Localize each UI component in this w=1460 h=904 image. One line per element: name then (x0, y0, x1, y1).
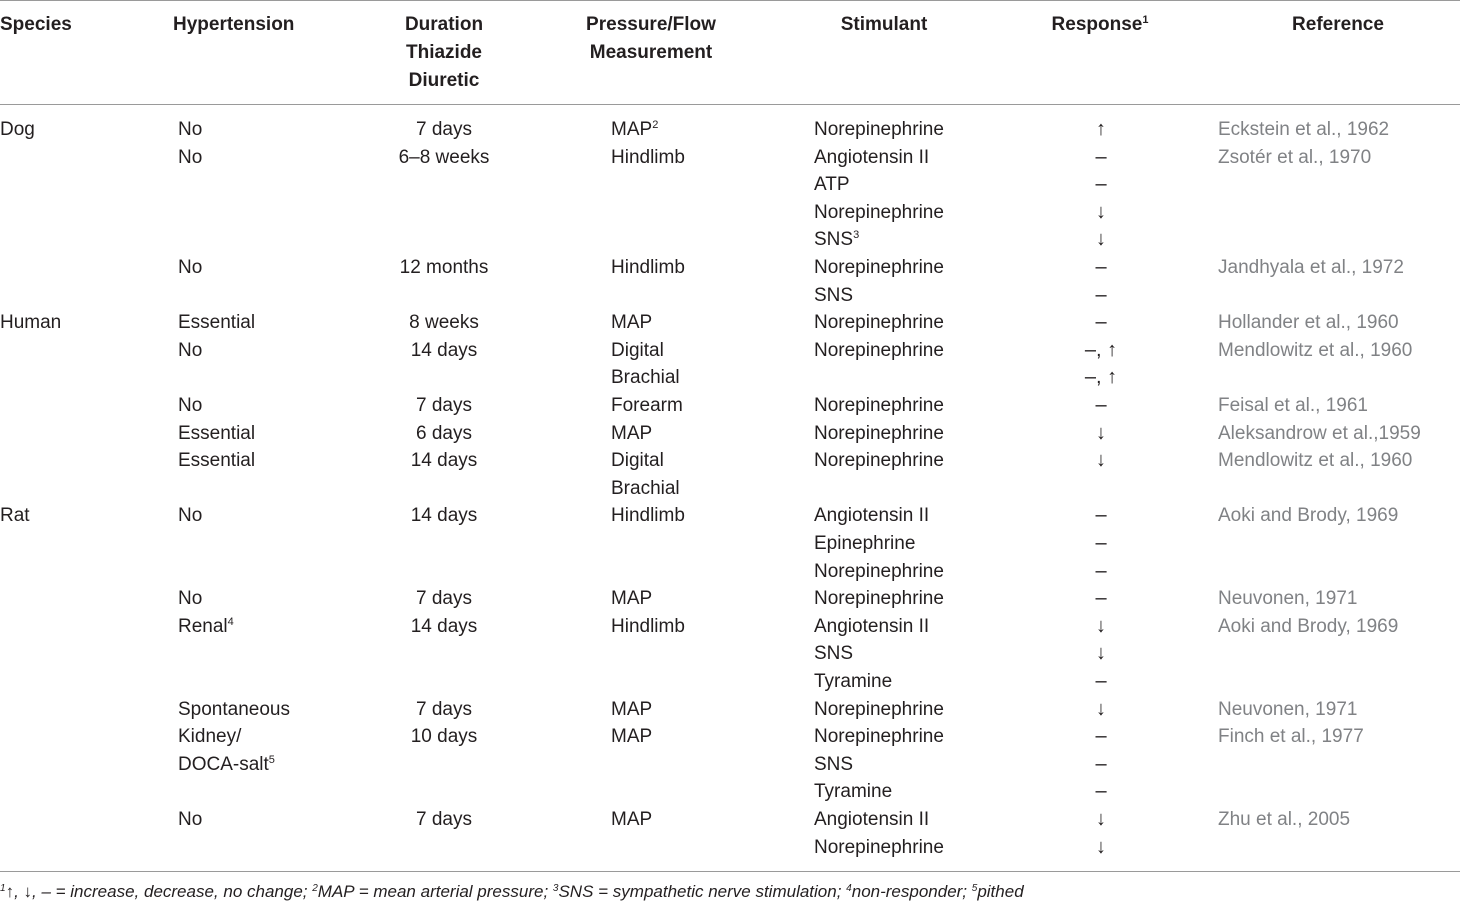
cell-duration (416, 696, 472, 723)
cell-response-text: – (1095, 725, 1107, 747)
cell-hypertension (178, 751, 275, 778)
cell-stimulant (814, 751, 853, 778)
cell-response-text: ↑ (1096, 118, 1106, 140)
cell-duration-text: 14 days (410, 340, 478, 361)
cell-measurement-text: Forearm (611, 395, 683, 416)
table-bottom-rule (0, 871, 1460, 872)
cell-hypertension-text: Kidney/ (178, 726, 242, 747)
cell-stimulant-text: Norepinephrine (814, 119, 944, 140)
cell-hypertension (178, 696, 290, 723)
cell-response-text: ↓ (1096, 642, 1106, 664)
cell-stimulant (814, 116, 944, 143)
header-measurement-line-2: Measurement (589, 42, 713, 63)
footnote-text-5: pithed (977, 882, 1024, 901)
cell-duration (416, 116, 472, 143)
cell-response (1095, 751, 1106, 778)
cell-response-text: – (1095, 284, 1107, 306)
cell-response-text: –, ↑ (1084, 366, 1118, 388)
header-species: Species (0, 14, 72, 35)
cell-duration-text: 10 days (410, 726, 478, 747)
cell-measurement-text: MAP (611, 726, 653, 747)
cell-stimulant (814, 144, 929, 171)
cell-duration (416, 420, 472, 447)
cell-stimulant-text: Norepinephrine (814, 588, 944, 609)
cell-response (1095, 585, 1106, 612)
footnote-text-2: MAP = mean arterial pressure; (317, 882, 553, 901)
cell-reference-text: Aleksandrow et al.,1959 (1218, 423, 1421, 444)
cell-response-text: ↓ (1096, 615, 1106, 637)
cell-reference-text: Jandhyala et al., 1972 (1218, 257, 1404, 278)
cell-duration-text: 14 days (410, 616, 478, 637)
cell-reference (1218, 723, 1364, 750)
cell-reference (1218, 696, 1357, 723)
cell-stimulant-text: SNS (814, 229, 854, 250)
cell-stimulant (814, 226, 859, 253)
cell-measurement (611, 613, 685, 640)
cell-reference (1218, 420, 1421, 447)
cell-stimulant-text: Norepinephrine (814, 837, 944, 858)
cell-reference-text: Mendlowitz et al., 1960 (1218, 450, 1413, 471)
cell-stimulant (814, 420, 944, 447)
cell-measurement (611, 254, 685, 281)
cell-hypertension-text: No (178, 340, 203, 361)
cell-measurement (611, 696, 652, 723)
cell-duration (400, 254, 489, 281)
cell-response (1096, 447, 1106, 474)
cell-measurement (611, 447, 664, 474)
cell-duration (411, 613, 478, 640)
cell-measurement-text: MAP (611, 312, 653, 333)
footnote-text-1: ↑, ↓, – = increase, decrease, no change; (5, 882, 313, 901)
cell-hypertension (178, 392, 202, 419)
cell-response (1096, 116, 1106, 143)
footnote-mark-5: 5 (971, 883, 978, 894)
cell-reference (1218, 613, 1398, 640)
cell-reference (1218, 254, 1404, 281)
cell-response (1096, 834, 1106, 861)
cell-stimulant-text: Angiotensin II (814, 809, 930, 830)
cell-response (1095, 144, 1106, 171)
cell-reference-text: Aoki and Brody, 1969 (1218, 505, 1399, 526)
cell-response-text: – (1095, 560, 1107, 582)
header-reference: Reference (1292, 14, 1384, 35)
cell-stimulant (814, 254, 944, 281)
cell-hypertension-text: No (178, 588, 203, 609)
cell-response-text: ↓ (1096, 201, 1106, 223)
table-top-rule (0, 0, 1460, 1)
cell-stimulant-text: Angiotensin II (814, 147, 930, 168)
cell-response-text: – (1095, 311, 1107, 333)
cell-response (1096, 199, 1106, 226)
header-stimulant: Stimulant (840, 14, 928, 35)
cell-stimulant-text: Norepinephrine (814, 340, 944, 361)
cell-stimulant-text: Tyramine (814, 781, 893, 802)
cell-response-text: ↓ (1096, 422, 1106, 444)
cell-measurement-text: MAP (611, 809, 653, 830)
cell-hypertension (178, 806, 202, 833)
footnote-mark-3: 3 (552, 883, 559, 894)
cell-stimulant (814, 447, 944, 474)
cell-measurement (611, 392, 683, 419)
cell-measurement (611, 337, 664, 364)
cell-reference-text: Zsotér et al., 1970 (1218, 147, 1372, 168)
footnote-mark: 4 (227, 616, 234, 628)
cell-stimulant (814, 640, 853, 667)
cell-duration (416, 585, 472, 612)
cell-reference-text: Eckstein et al., 1962 (1218, 119, 1390, 140)
cell-duration (411, 723, 478, 750)
cell-species-text: Dog (0, 119, 35, 140)
cell-measurement (611, 502, 685, 529)
cell-duration (416, 806, 472, 833)
cell-hypertension-text: No (178, 119, 203, 140)
cell-stimulant (814, 668, 892, 695)
cell-response-text: – (1095, 504, 1107, 526)
cell-reference (1218, 502, 1398, 529)
cell-response (1096, 420, 1106, 447)
cell-response (1095, 502, 1106, 529)
cell-reference (1218, 116, 1389, 143)
cell-response (1095, 558, 1106, 585)
cell-response-text: –, ↑ (1084, 339, 1118, 361)
cell-stimulant (814, 171, 850, 198)
cell-stimulant-text: Norepinephrine (814, 726, 944, 747)
cell-measurement-text: Hindlimb (611, 616, 685, 637)
cell-response-text: ↓ (1096, 698, 1106, 720)
cell-response-text: – (1095, 256, 1107, 278)
cell-hypertension (178, 116, 202, 143)
cell-response (1095, 778, 1106, 805)
cell-stimulant-text: Epinephrine (814, 533, 916, 554)
cell-measurement-text: Hindlimb (611, 147, 685, 168)
cell-hypertension (178, 502, 202, 529)
cell-response (1096, 613, 1106, 640)
cell-species (0, 309, 61, 336)
cell-duration-text: 7 days (416, 699, 472, 720)
cell-measurement-text: Brachial (611, 478, 680, 499)
cell-duration (416, 392, 472, 419)
cell-measurement-text: MAP (611, 119, 653, 140)
header-duration (405, 11, 483, 95)
footnote-text-4: non-responder; (851, 882, 972, 901)
header-measurement (586, 11, 716, 67)
cell-response-text: ↓ (1096, 449, 1106, 471)
cell-hypertension (178, 723, 241, 750)
cell-stimulant (814, 502, 929, 529)
cell-hypertension-text: No (178, 257, 203, 278)
cell-reference-text: Neuvonen, 1971 (1218, 699, 1358, 720)
cell-stimulant-text: Angiotensin II (814, 616, 930, 637)
cell-stimulant-text: Angiotensin II (814, 505, 930, 526)
cell-response (1095, 530, 1106, 557)
footnote-mark: 5 (268, 754, 275, 766)
footnote-mark: 3 (853, 229, 860, 241)
cell-hypertension-text: Renal (178, 616, 228, 637)
cell-measurement (611, 723, 652, 750)
footnote-mark-1: 1 (0, 883, 6, 894)
cell-stimulant (814, 834, 944, 861)
cell-species (0, 116, 35, 143)
cell-response (1095, 392, 1106, 419)
cell-measurement-text: Brachial (611, 367, 680, 388)
cell-stimulant-text: Tyramine (814, 671, 893, 692)
header-duration-line-2: Thiazide (405, 42, 483, 63)
cell-response-text: ↓ (1096, 836, 1106, 858)
cell-reference (1218, 447, 1412, 474)
cell-reference-text: Finch et al., 1977 (1218, 726, 1364, 747)
cell-duration-text: 7 days (416, 809, 472, 830)
cell-species (0, 502, 30, 529)
cell-reference-text: Hollander et al., 1960 (1218, 312, 1399, 333)
cell-reference (1218, 337, 1412, 364)
cell-duration (411, 447, 478, 474)
cell-duration-text: 8 weeks (409, 312, 479, 333)
cell-reference (1218, 585, 1357, 612)
cell-duration-text: 14 days (410, 450, 478, 471)
cell-measurement (611, 116, 658, 143)
cell-stimulant-text: Norepinephrine (814, 395, 944, 416)
cell-stimulant-text: Norepinephrine (814, 257, 944, 278)
header-response (1052, 11, 1149, 39)
cell-duration (399, 144, 490, 171)
cell-response-text: – (1095, 146, 1107, 168)
cell-response (1095, 309, 1106, 336)
cell-response (1095, 282, 1106, 309)
cell-reference-text: Feisal et al., 1961 (1218, 395, 1368, 416)
cell-response (1085, 337, 1117, 364)
cell-stimulant (814, 723, 944, 750)
cell-measurement-text: Hindlimb (611, 257, 685, 278)
cell-stimulant (814, 309, 944, 336)
cell-stimulant (814, 558, 944, 585)
cell-duration-text: 7 days (416, 395, 472, 416)
cell-stimulant-text: Norepinephrine (814, 312, 944, 333)
cell-hypertension-text: DOCA-salt (178, 754, 269, 775)
cell-duration-text: 7 days (416, 588, 472, 609)
cell-duration (409, 309, 479, 336)
cell-stimulant-text: Norepinephrine (814, 423, 944, 444)
cell-hypertension-text: No (178, 395, 203, 416)
header-response-label: Response (1051, 14, 1143, 35)
cell-hypertension (178, 447, 255, 474)
cell-hypertension-text: No (178, 505, 203, 526)
header-bottom-rule (0, 104, 1460, 105)
cell-response-text: – (1095, 532, 1107, 554)
cell-reference (1218, 144, 1371, 171)
cell-duration (411, 337, 478, 364)
cell-duration (411, 502, 478, 529)
cell-stimulant (814, 199, 944, 226)
cell-measurement-text: MAP (611, 699, 653, 720)
cell-stimulant (814, 392, 944, 419)
cell-stimulant (814, 282, 853, 309)
cell-species-text: Human (0, 312, 62, 333)
cell-stimulant (814, 778, 892, 805)
cell-measurement (611, 309, 652, 336)
cell-hypertension (178, 254, 202, 281)
cell-stimulant-text: SNS (814, 285, 854, 306)
cell-reference-text: Mendlowitz et al., 1960 (1218, 340, 1413, 361)
cell-response-text: – (1095, 670, 1107, 692)
cell-stimulant-text: Norepinephrine (814, 202, 944, 223)
cell-duration-text: 14 days (410, 505, 478, 526)
footnote-mark-4: 4 (846, 883, 852, 894)
cell-stimulant (814, 613, 929, 640)
cell-hypertension (178, 613, 234, 640)
cell-reference (1218, 309, 1399, 336)
cell-stimulant-text: ATP (814, 174, 850, 195)
cell-stimulant-text: SNS (814, 643, 854, 664)
cell-duration-text: 12 months (399, 257, 489, 278)
cell-hypertension (178, 309, 255, 336)
cell-response-text: – (1095, 753, 1107, 775)
cell-stimulant (814, 585, 944, 612)
footnote-mark-2: 2 (312, 883, 318, 894)
cell-stimulant-text: Norepinephrine (814, 561, 944, 582)
cell-measurement (611, 806, 652, 833)
cell-hypertension (178, 420, 255, 447)
footnote-text-3: SNS = sympathetic nerve stimulation; (558, 882, 847, 901)
cell-response (1095, 171, 1106, 198)
cell-reference-text: Neuvonen, 1971 (1218, 588, 1358, 609)
cell-measurement-text: Hindlimb (611, 505, 685, 526)
header-measurement-line-1: Pressure/Flow (586, 14, 716, 35)
cell-duration-text: 7 days (416, 119, 472, 140)
cell-response-text: – (1095, 587, 1107, 609)
cell-reference (1218, 806, 1350, 833)
cell-hypertension-text: Essential (178, 450, 256, 471)
cell-hypertension-text: No (178, 809, 203, 830)
cell-stimulant-text: Norepinephrine (814, 450, 944, 471)
cell-duration-text: 6 days (416, 423, 472, 444)
cell-reference (1218, 392, 1368, 419)
cell-stimulant-text: SNS (814, 754, 854, 775)
cell-stimulant (814, 696, 944, 723)
cell-hypertension (178, 144, 202, 171)
cell-hypertension-text: Essential (178, 423, 256, 444)
cell-reference-text: Aoki and Brody, 1969 (1218, 616, 1399, 637)
cell-measurement (611, 585, 652, 612)
cell-hypertension (178, 585, 202, 612)
cell-response (1096, 806, 1106, 833)
header-response-footnote-mark: 1 (1142, 14, 1149, 26)
cell-response (1095, 668, 1106, 695)
cell-response (1096, 640, 1106, 667)
cell-hypertension-text: Spontaneous (178, 699, 290, 720)
cell-response-text: ↓ (1096, 808, 1106, 830)
cell-response-text: – (1095, 173, 1107, 195)
cell-response (1085, 364, 1117, 391)
cell-measurement (611, 144, 685, 171)
footnote-mark: 2 (652, 119, 659, 131)
cell-measurement (611, 420, 652, 447)
cell-response (1095, 723, 1106, 750)
cell-response-text: – (1095, 780, 1107, 802)
cell-stimulant (814, 337, 944, 364)
cell-stimulant (814, 806, 929, 833)
cell-response (1095, 254, 1106, 281)
cell-response-text: ↓ (1096, 228, 1106, 250)
cell-measurement (611, 364, 680, 391)
cell-hypertension (178, 337, 202, 364)
header-hypertension: Hypertension (173, 14, 295, 35)
cell-reference-text: Zhu et al., 2005 (1218, 809, 1351, 830)
table-footnote (0, 880, 1024, 904)
cell-measurement (611, 475, 680, 502)
cell-stimulant (814, 530, 915, 557)
cell-duration-text: 6–8 weeks (398, 147, 490, 168)
cell-hypertension-text: Essential (178, 312, 256, 333)
header-duration-line-3: Diuretic (408, 70, 480, 91)
cell-measurement-text: Digital (611, 340, 664, 361)
cell-stimulant-text: Norepinephrine (814, 699, 944, 720)
cell-measurement-text: Digital (611, 450, 664, 471)
cell-response (1096, 226, 1106, 253)
header-duration-line-1: Duration (404, 14, 484, 35)
cell-hypertension-text: No (178, 147, 203, 168)
cell-response (1096, 696, 1106, 723)
cell-measurement-text: MAP (611, 423, 653, 444)
cell-response-text: – (1095, 394, 1107, 416)
cell-species-text: Rat (0, 505, 30, 526)
cell-measurement-text: MAP (611, 588, 653, 609)
